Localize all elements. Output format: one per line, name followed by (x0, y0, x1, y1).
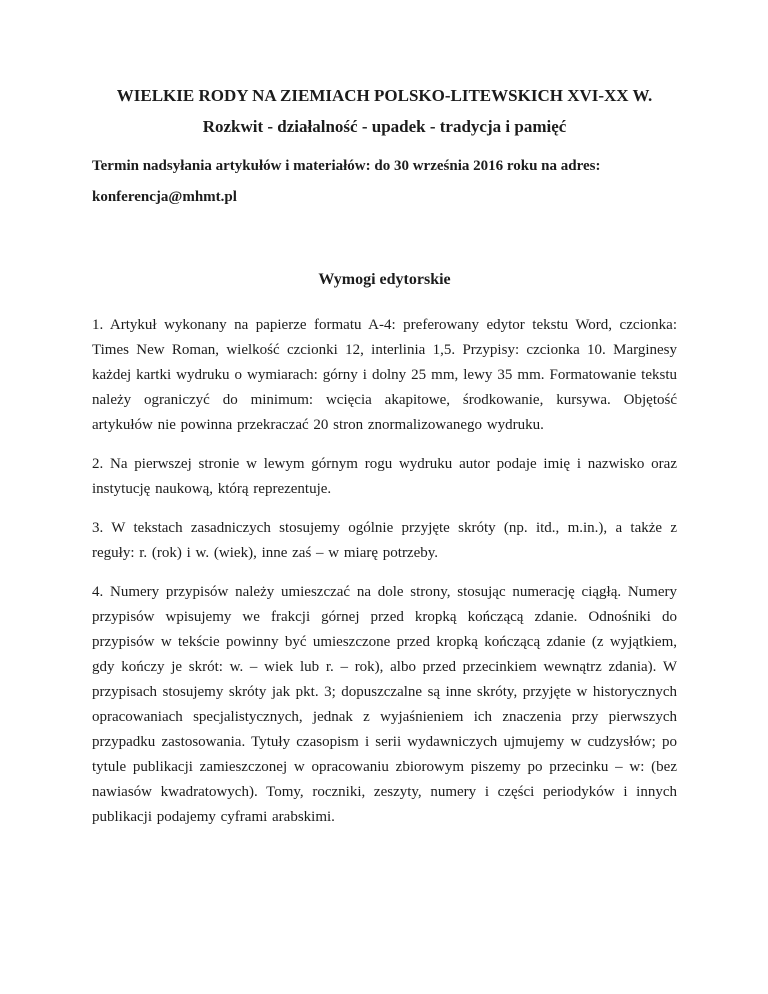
paragraph-editor-format: 1. Artykuł wykonany na papierze formatu A-4: preferowany edytor tekstu Word, czcionka: Times New Roman, wielkość czcionki 12, interlinia 1,5. Przypisy: czcionka 10. Marginesy każdej kartki wydruku o wymiarach: górny i dolny 25 mm, lewy 35 mm. Formatowanie tekstu należy ograniczyć do minimum: wcięcia akapitowe, środkowanie, kursywa. Objętość artykułów nie powinna przekraczać 20 stron znormalizowanego wydruku. (92, 317, 677, 433)
deadline-block (92, 151, 677, 213)
deadline-text: Termin nadsyłania artykułów i materiałów: do 30 września 2016 roku na adres: (92, 158, 601, 174)
paragraph-abbreviations: 3. W tekstach zasadniczych stosujemy ogólnie przyjęte skróty (np. itd., m.in.), a także z reguły: r. (rok) i w. (wiek), inne zaś – w miarę potrzeby. (92, 520, 677, 561)
paragraph-footnotes: 4. Numery przypisów należy umieszczać na dole strony, stosując numerację ciągłą. Numery przypisów wpisujemy we frakcji górnej przed kropką kończącą zdanie. Odnośniki do przypisów w tekście powinny być umieszczone przed kropką kończącą zdanie (z wyjątkiem, gdy kończy je skrót: w. – wiek lub r. – rok), albo przed przecinkiem wewnątrz zdania). W przypisach stosujemy skróty jak pkt. 3; dopuszczalne są inne skróty, przyjęte w historycznych opracowaniach specjalistycznych, jednak z wyjaśnieniem ich znaczenia przy pierwszych przypadku zastosowania. Tytuły czasopism i serii wydawniczych ujmujemy w cudzysłów; po tytule publikacji zamieszczonej w opracowaniu zbiorowym piszemy po przecinku – w: (bez nawiasów kwadratowych). Tomy, roczniki, zeszyty, numery i części periodyków i innych publikacji podajemy cyframi arabskimi. (92, 584, 677, 825)
document-subtitle: Rozkwit - działalność - upadek - tradycja i pamięć (202, 117, 567, 136)
section-heading: Wymogi edytorskie (318, 271, 451, 288)
paragraph-author-info: 2. Na pierwszej stronie w lewym górnym rogu wydruku autor podaje imię i nazwisko oraz instytucję naukową, którą reprezentuje. (92, 456, 677, 497)
document-title: WIELKIE RODY NA ZIEMIACH POLSKO-LITEWSKICH XVI-XX W. (116, 86, 653, 105)
contact-email: konferencja@mhmt.pl (92, 189, 237, 205)
document-header (92, 80, 677, 142)
